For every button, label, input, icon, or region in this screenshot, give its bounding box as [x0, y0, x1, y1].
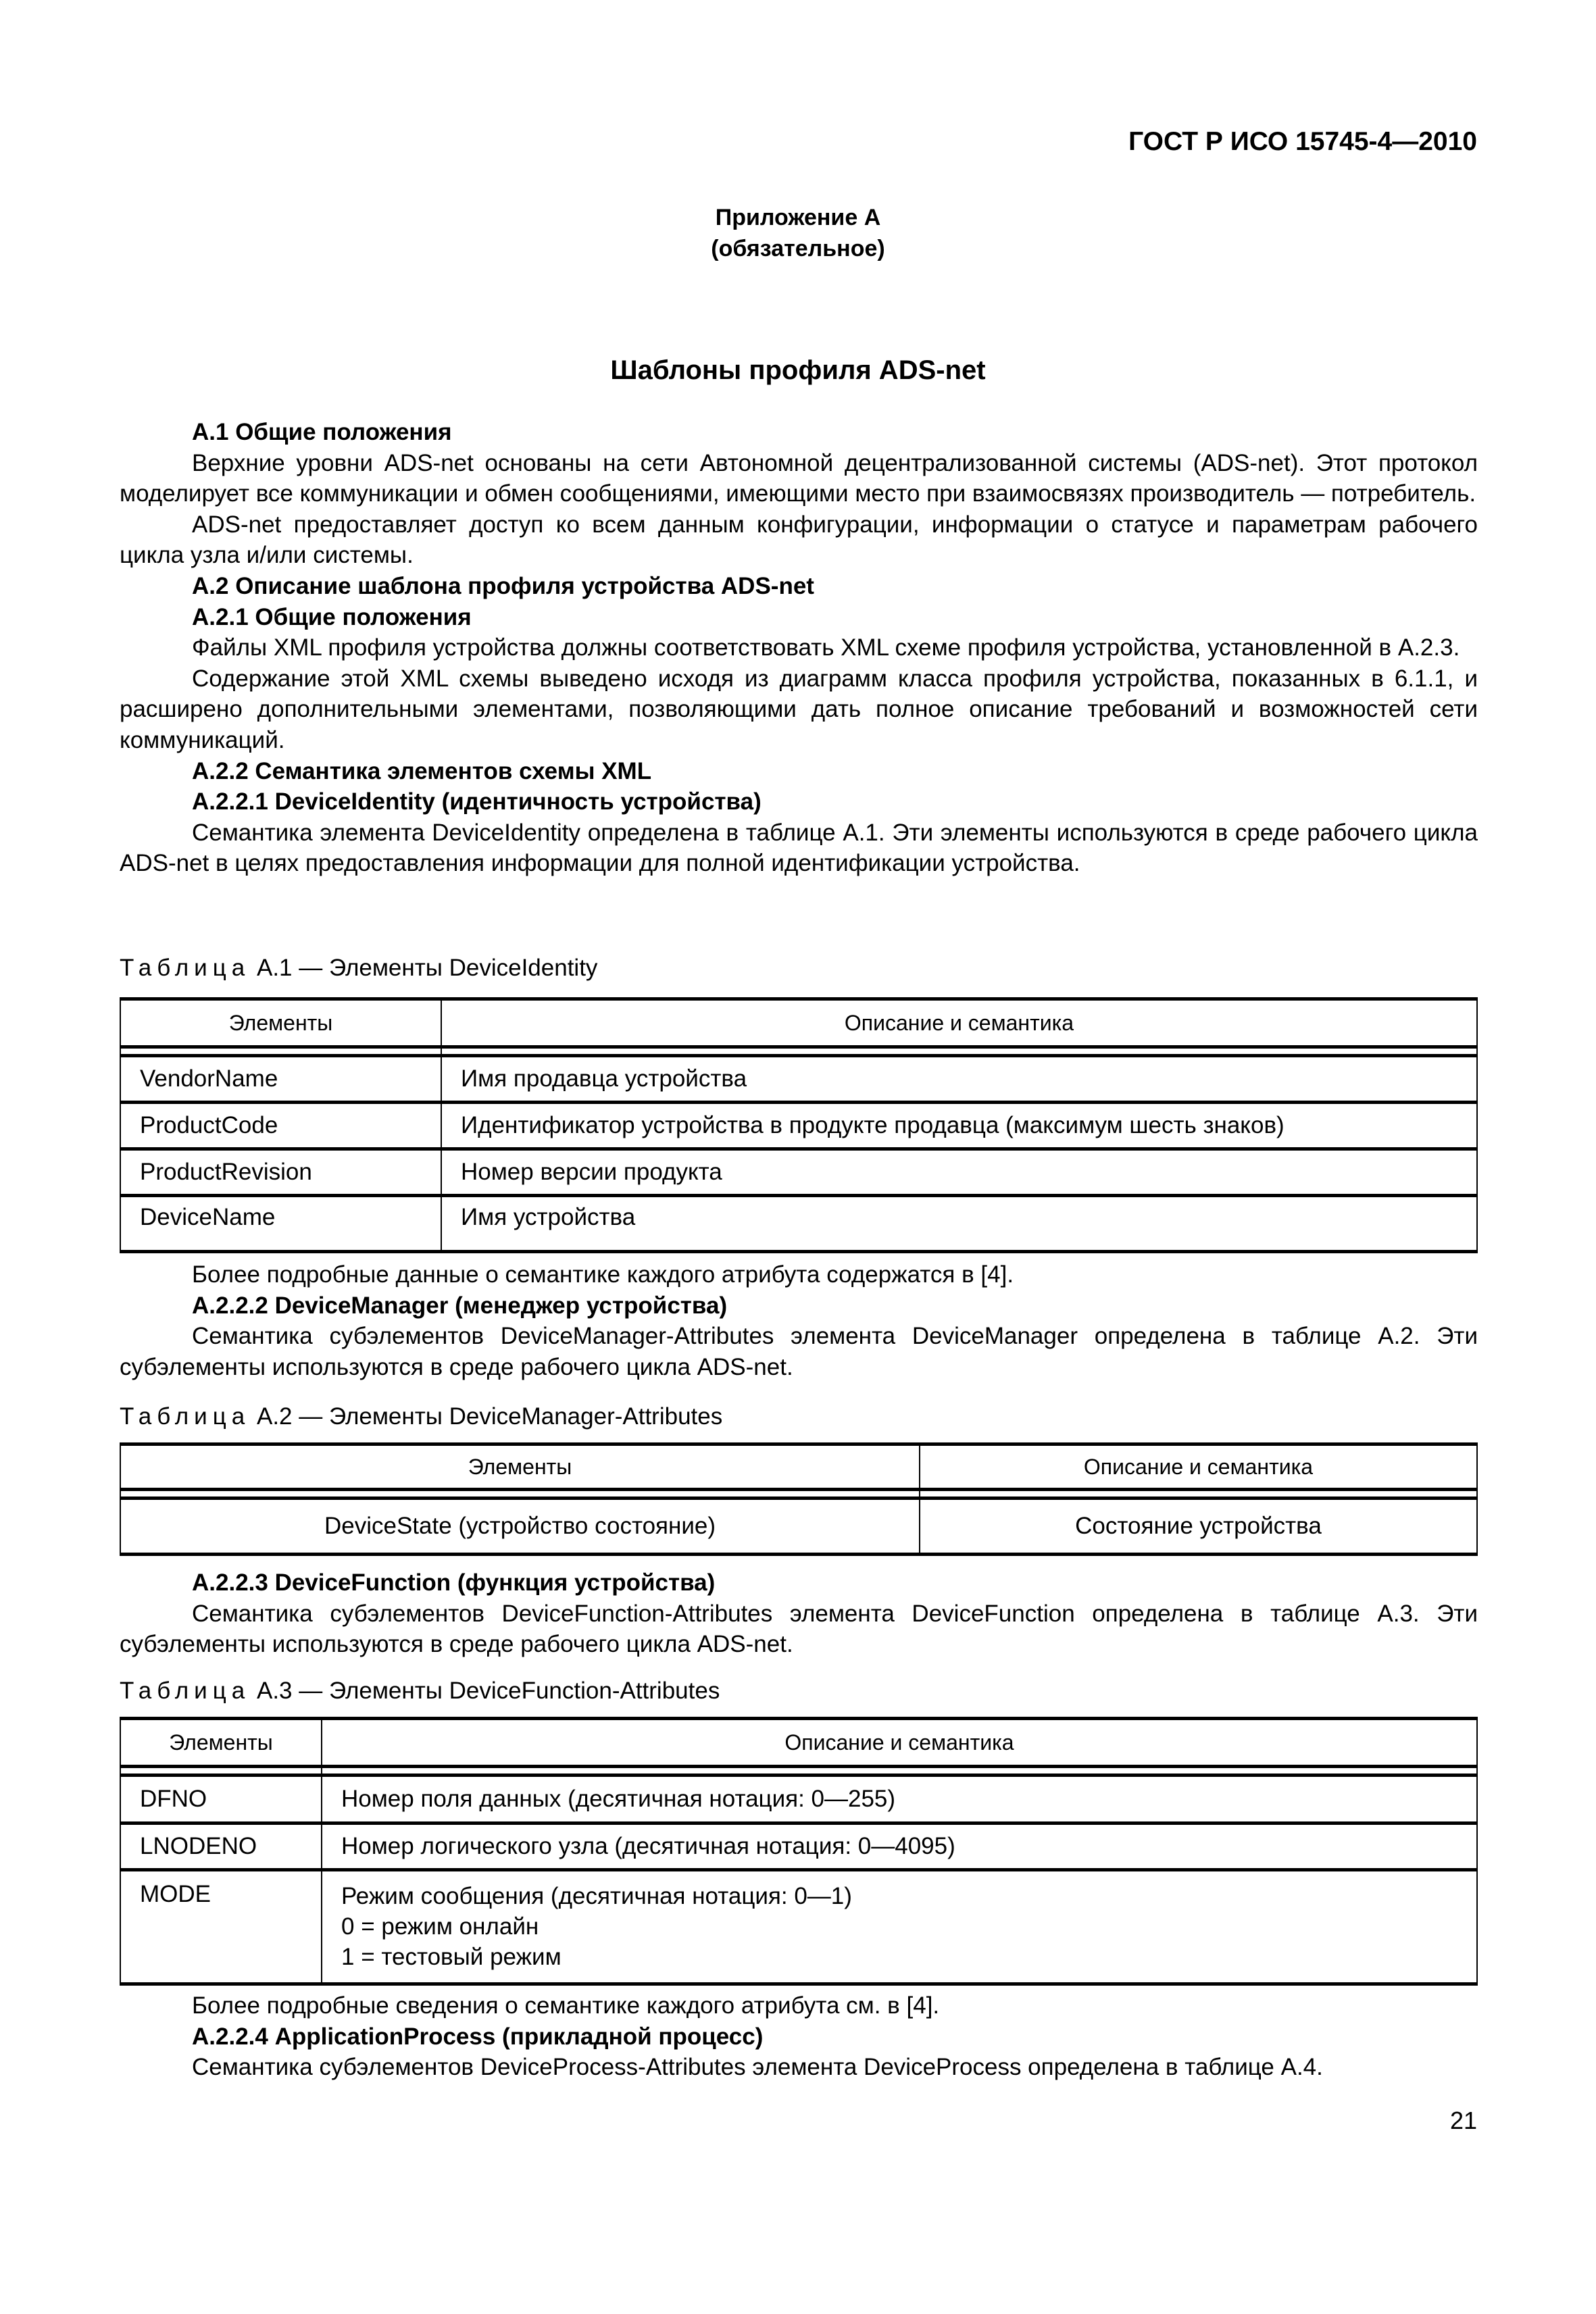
caption-text: А.2 — Элементы DeviceManager-Attributes [256, 1403, 723, 1430]
heading-a221: А.2.2.1 DeviceIdentity (идентичность устройства) [192, 788, 762, 815]
cell-description: Номер версии продукта [441, 1149, 1477, 1196]
mode-description: Режим сообщения (десятичная нотация: 0—1) [341, 1883, 852, 1909]
heading-a1: А.1 Общие положения [192, 419, 452, 445]
column-header: Элементы [120, 1444, 920, 1490]
table-a2 [120, 1442, 1478, 1556]
heading-a223: А.2.2.3 DeviceFunction (функция устройства) [192, 1569, 716, 1596]
table-row [120, 1149, 1477, 1196]
table-row [120, 1776, 1477, 1823]
paragraph: Семантика субэлементов DeviceProcess-Attributes элемента DeviceProcess определена в таблице А.4. [192, 2054, 1323, 2081]
paragraph: ADS-net предоставляет доступ ко всем данным конфигурации, информации о статусе и параметрам рабочего цикла узла и/или системы. [120, 511, 1478, 569]
table-a3 [120, 1717, 1478, 1986]
cell-description: Имя продавца устройства [441, 1056, 1477, 1103]
column-header: Описание и семантика [322, 1719, 1477, 1767]
cell-description: Состояние устройства [920, 1499, 1477, 1555]
table-a1 [120, 997, 1478, 1253]
heading-a21: А.2.1 Общие положения [192, 603, 472, 630]
cell-description: Номер логического узла (десятичная нотация: 0—4095) [322, 1823, 1477, 1870]
appendix-label: Приложение А [715, 205, 881, 230]
cell-element: VendorName [120, 1056, 441, 1103]
paragraph: Более подробные данные о семантике каждого атрибута содержатся в [4]. [192, 1261, 1014, 1288]
paragraph: Семантика элемента DeviceIdentity определена в таблице А.1. Эти элементы используются в среде рабочего цикла ADS-net в целях предоставления информации для полной идентификации устройства. [120, 819, 1478, 877]
caption-word: Таблица [120, 1678, 251, 1704]
heading-a22: А.2.2 Семантика элементов схемы XML [192, 757, 652, 784]
cell-element: DFNO [120, 1776, 322, 1823]
heading-a222: А.2.2.2 DeviceManager (менеджер устройства) [192, 1292, 728, 1319]
column-header: Описание и семантика [441, 999, 1477, 1047]
paragraph: Верхние уровни ADS-net основаны на сети Автономной децентрализованной системы (ADS-net). Этот протокол моделирует все коммуникации и обмен сообщениями, имеющими место при взаимосвязях производитель — потребитель. [120, 449, 1478, 507]
caption-text: А.1 — Элементы DeviceIdentity [256, 955, 598, 981]
page-number: 21 [1449, 2107, 1477, 2134]
table-row [120, 1823, 1477, 1870]
table-row [120, 1196, 1477, 1252]
body-block-3 [120, 1567, 1478, 1660]
caption-word: Таблица [120, 1403, 251, 1430]
caption-text: А.3 — Элементы DeviceFunction-Attributes [256, 1678, 720, 1704]
page-title: Шаблоны профиля ADS-net [610, 355, 986, 385]
table-a1-caption [120, 953, 1478, 984]
cell-element: DeviceName [120, 1196, 441, 1252]
heading-a2: А.2 Описание шаблона профиля устройства ADS-net [192, 572, 814, 599]
paragraph: Семантика субэлементов DeviceManager-Attributes элемента DeviceManager определена в таблице А.2. Эти субэлементы используются в среде рабочего цикла ADS-net. [120, 1323, 1478, 1380]
cell-description: Имя устройства [441, 1196, 1477, 1252]
heading-a224: А.2.2.4 ApplicationProcess (прикладной процесс) [192, 2023, 764, 2050]
column-header: Элементы [120, 999, 441, 1047]
mode-value-0: 0 = режим онлайн [341, 1913, 539, 1940]
column-header: Элементы [120, 1719, 322, 1767]
cell-description [322, 1870, 1477, 1984]
paragraph: Содержание этой XML схемы выведено исходя из диаграмм класса профиля устройства, показанных в 6.1.1, и расширено дополнительными элементами, позволяющими дать полное описание требований и возможностей сети коммуникаций. [120, 665, 1478, 753]
document-code: ГОСТ Р ИСО 15745-4—2010 [1128, 127, 1477, 156]
appendix-status: (обязательное) [711, 236, 885, 261]
cell-element: DeviceState (устройство состояние) [120, 1499, 920, 1555]
column-header: Описание и семантика [920, 1444, 1477, 1490]
cell-element: ProductRevision [120, 1149, 441, 1196]
cell-element: MODE [120, 1870, 322, 1984]
body-block-1 [120, 417, 1478, 879]
paragraph: Семантика субэлементов DeviceFunction-Attributes элемента DeviceFunction определена в таблице А.3. Эти субэлементы используются в среде рабочего цикла ADS-net. [120, 1600, 1478, 1658]
table-row [120, 1056, 1477, 1103]
caption-word: Таблица [120, 955, 251, 981]
cell-element: ProductCode [120, 1103, 441, 1149]
body-block-2 [120, 1259, 1478, 1382]
table-row [120, 1103, 1477, 1149]
body-block-4 [120, 1990, 1478, 2083]
table-a2-caption [120, 1401, 1478, 1432]
table-row [120, 1870, 1477, 1984]
cell-element: LNODENO [120, 1823, 322, 1870]
paragraph: Более подробные сведения о семантике каждого атрибута см. в [4]. [192, 1992, 940, 2019]
table-row [120, 1499, 1477, 1555]
paragraph: Файлы XML профиля устройства должны соответствовать XML схеме профиля устройства, установленной в А.2.3. [192, 634, 1460, 661]
table-a3-caption [120, 1676, 1478, 1707]
mode-value-1: 1 = тестовый режим [341, 1944, 562, 1970]
cell-description: Идентификатор устройства в продукте продавца (максимум шесть знаков) [441, 1103, 1477, 1149]
cell-description: Номер поля данных (десятичная нотация: 0—255) [322, 1776, 1477, 1823]
